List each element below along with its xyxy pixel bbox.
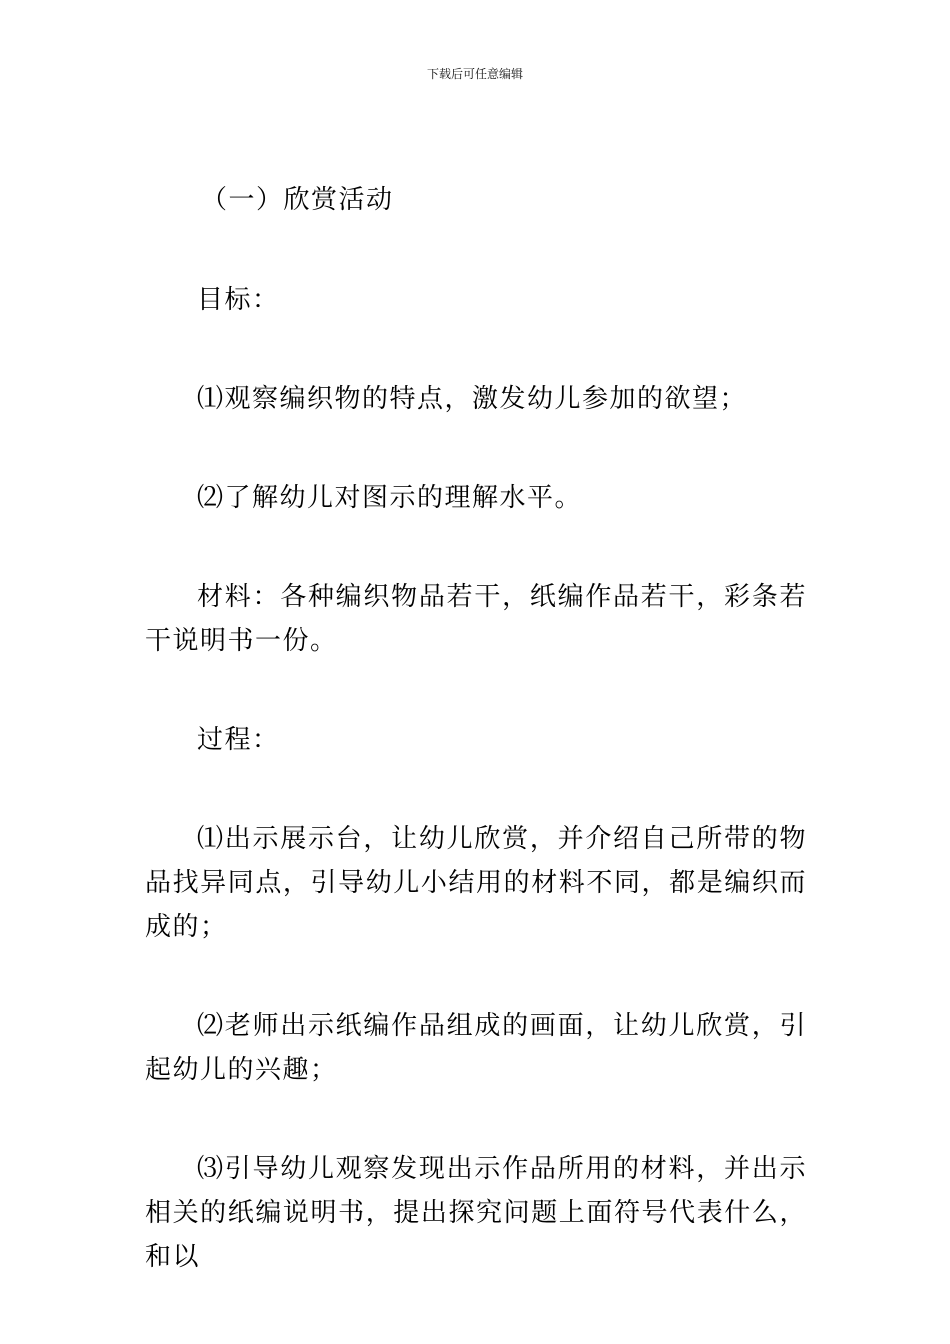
process-item-1: ⑴出示展示台，让幼儿欣赏，并介绍自己所带的物品找异同点，引导幼儿小结用的材料不同，都是编织而成的； <box>145 824 807 942</box>
process-item-2: ⑵老师出示纸编作品组成的画面，让幼儿欣赏，引起幼儿的兴趣； <box>145 1011 807 1085</box>
process-item-3: ⑶引导幼儿观察发现出示作品所用的材料，并出示相关的纸编说明书，提出探究问题上面符号代表什么，和以 <box>145 1154 807 1272</box>
goal-item-2: ⑵了解幼儿对图示的理解水平。 <box>197 483 583 513</box>
section-heading: （一）欣赏活动 <box>201 185 394 215</box>
materials-paragraph: 材料：各种编织物品若干，纸编作品若干，彩条若干说明书一份。 <box>145 582 807 656</box>
process-label: 过程： <box>197 725 280 755</box>
page-header: 下载后可任意编辑 <box>426 67 523 81</box>
goal-item-1: ⑴观察编织物的特点，激发幼儿参加的欲望； <box>197 384 748 414</box>
document-body <box>145 178 807 1279</box>
goal-label: 目标： <box>197 285 280 315</box>
